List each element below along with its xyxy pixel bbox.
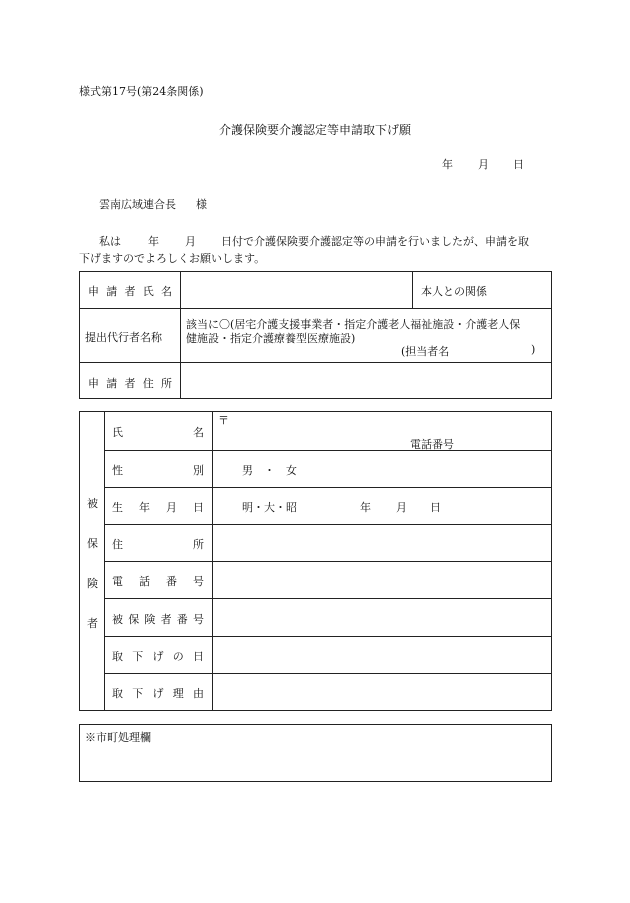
insured-address-label: 住 所: [112, 538, 204, 551]
statement-line2: 下げますのでよろしくお願いします。: [79, 252, 266, 265]
insured-side-char: 被: [87, 497, 98, 510]
sex-label: 性 別: [112, 464, 204, 477]
withdrawal-reason-field[interactable]: [214, 675, 550, 709]
statement-start: 私は: [99, 235, 121, 248]
insured-phone-label: 電 話 番 号: [112, 575, 204, 588]
sex-options[interactable]: 男 ・ 女: [242, 464, 297, 477]
applicant-row-divider: [79, 308, 552, 309]
birthdate-label: 生 年 月 日: [112, 501, 204, 514]
date-year-label: 年: [442, 158, 453, 171]
insured-row-divider: [104, 673, 552, 674]
insured-row-divider: [104, 598, 552, 599]
contact-person-close: ): [531, 343, 536, 356]
insured-side-char: 険: [87, 577, 98, 590]
withdrawal-date-field[interactable]: [214, 638, 550, 672]
era-options[interactable]: 明・大・昭: [242, 501, 297, 514]
relationship-field[interactable]: [413, 272, 551, 307]
insured-name-label: 氏 名: [112, 426, 204, 439]
statement-year: 年: [148, 235, 159, 248]
statement-rest: 日付で介護保険要介護認定等の申請を行いましたが、申請を取: [221, 235, 529, 248]
insured-number-field[interactable]: [214, 600, 550, 635]
applicant-address-label: 申 請 者 住 所: [88, 377, 172, 390]
proxy-note-line2: 健施設・指定介護療養型医療施設): [186, 332, 356, 345]
relationship-label: 本人との関係: [421, 285, 487, 298]
date-day-label: 日: [513, 158, 524, 171]
postal-mark: 〒: [218, 414, 229, 427]
insured-side-char: 保: [87, 537, 98, 550]
proxy-note-line1: 該当に〇(居宅介護支援事業者・指定介護老人福祉施設・介護老人保: [186, 318, 521, 331]
insured-row-divider: [104, 450, 552, 451]
office-processing-label: ※市町処理欄: [85, 731, 151, 744]
birth-day-label: 日: [430, 501, 441, 514]
addressee: 雲南広域連合長: [99, 198, 176, 211]
date-month-label: 月: [478, 158, 489, 171]
birth-month-label: 月: [396, 501, 407, 514]
statement-month: 月: [185, 235, 196, 248]
insured-phone-field[interactable]: [214, 563, 550, 597]
addressee-suffix: 様: [196, 198, 207, 211]
page-title: 介護保険要介護認定等申請取下げ願: [218, 123, 411, 137]
insured-address-field[interactable]: [214, 526, 550, 560]
applicant-name-label: 申 請 者 氏 名: [88, 285, 172, 298]
insured-side-char: 者: [87, 617, 98, 630]
applicant-address-field[interactable]: [181, 363, 551, 398]
insured-name-field[interactable]: [230, 414, 550, 448]
insured-row-divider: [104, 636, 552, 637]
insured-row-divider: [104, 561, 552, 562]
contact-person-field[interactable]: [460, 342, 528, 356]
contact-person-open: (担当者名: [401, 345, 450, 358]
birth-year-label: 年: [360, 501, 371, 514]
form-number: 様式第17号(第24条関係): [79, 85, 204, 98]
proxy-label: 提出代行者名称: [85, 331, 162, 344]
insured-number-label: 被 保 険 者 番 号: [112, 613, 204, 626]
insured-row-divider: [104, 524, 552, 525]
applicant-name-field[interactable]: [181, 272, 411, 307]
insured-row-divider: [104, 487, 552, 488]
insured-phone-inline-label: 電話番号: [410, 438, 454, 451]
withdrawal-date-label: 取 下 げ の 日: [112, 650, 204, 663]
withdrawal-reason-label: 取 下 げ 理 由: [112, 687, 204, 700]
